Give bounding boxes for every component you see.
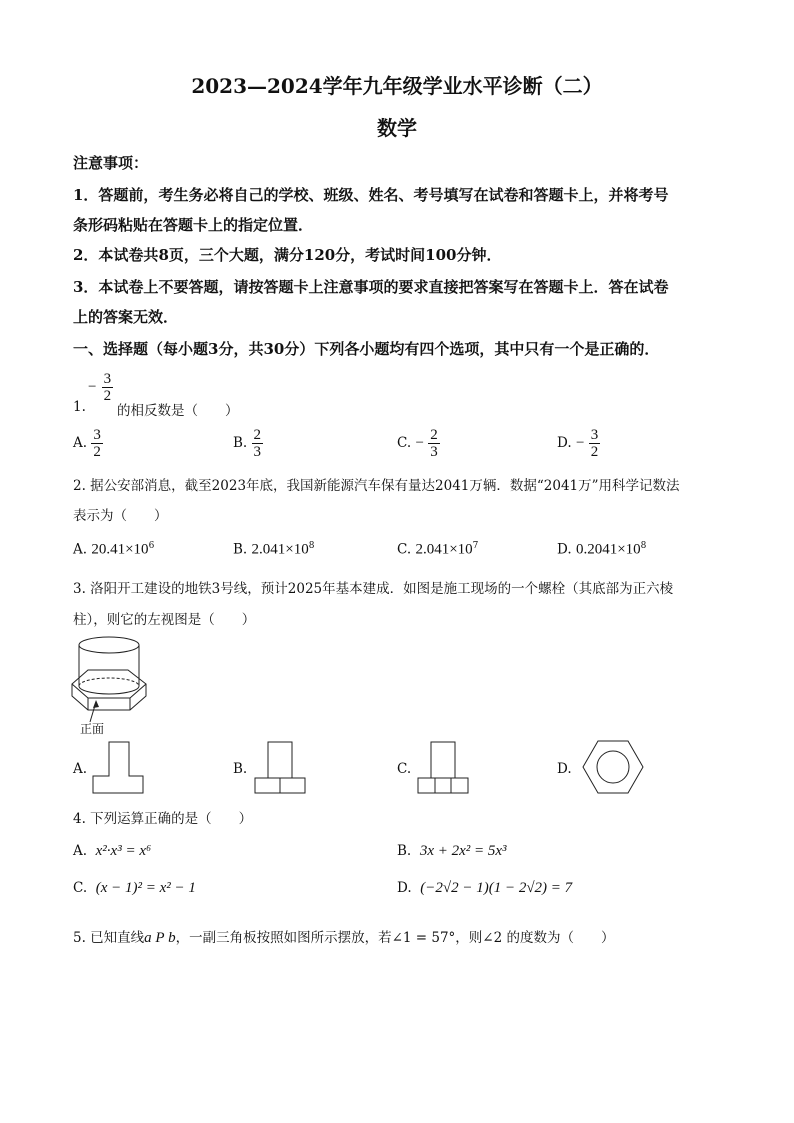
q3-option-a-label[interactable]: A. <box>73 761 88 777</box>
q1-option-a[interactable]: A. $\frac{3}{2}$ <box>73 427 101 460</box>
q2-line-2: 表示为（ ） <box>73 508 168 524</box>
front-view-label: 正面 <box>80 722 105 736</box>
q4-option-a[interactable]: A. x²·x³ = x⁶ <box>73 843 152 859</box>
note-3-line-2: 上的答案无效． <box>73 308 179 326</box>
q3-line-1: 3. 洛阳开工建设的地铁3号线，预计2025年基本建成．如图是施工现场的一个螺栓（其底部为正六棱 <box>73 581 674 597</box>
q1-option-d[interactable]: D. − $\frac{3}{2}$ <box>557 427 599 460</box>
note-3-line-1: 3．本试卷上不要答题，请按答题卡上注意事项的要求直接把答案写在答题卡上．答在试卷 <box>73 278 669 296</box>
q1-option-b[interactable]: B. $\frac{2}{3}$ <box>233 427 262 460</box>
q3-option-b-label[interactable]: B. <box>233 761 248 777</box>
notes-heading: 注意事项： <box>73 154 149 172</box>
q1-stem-fraction: − $\frac{3}{2}$ <box>88 371 112 404</box>
q2-line-1: 2. 据公安部消息，截至2023年底，我国新能源汽车保有量达2041万辆．数据“2041万”用科学记数法 <box>73 478 680 494</box>
q2-option-d[interactable]: D. $0.2041\times 10^8$ <box>557 541 647 558</box>
q1-option-c[interactable]: C. − $\frac{2}{3}$ <box>397 427 438 460</box>
q2-option-a[interactable]: A. $20.41\times 10^6$ <box>73 541 155 558</box>
q4-option-c[interactable]: C. (x − 1)² = x² − 1 <box>73 880 196 896</box>
q3-option-c-figure[interactable] <box>417 741 469 795</box>
q3-line-2: 柱），则它的左视图是（ ） <box>73 612 256 628</box>
q3-option-d-figure[interactable] <box>582 740 644 796</box>
subject-title: 数学 <box>377 116 417 140</box>
q5-stem: 5. 已知直线a P b，一副三角板按照如图所示摆放，若∠1 = 57°，则∠2 的度数为（ ） <box>73 930 615 946</box>
q3-option-b-figure[interactable] <box>254 741 306 795</box>
q3-option-a-figure[interactable] <box>92 741 144 795</box>
q4-stem: 4. 下列运算正确的是（ ） <box>73 811 253 827</box>
q1-text: 的相反数是（ ） <box>117 403 239 419</box>
q1-number: 1. <box>73 399 86 415</box>
note-2: 2．本试卷共8页，三个大题，满分120分，考试时间100分钟． <box>73 246 502 264</box>
q3-option-c-label[interactable]: C. <box>397 761 412 777</box>
q4-option-d[interactable]: D. (−2√2 − 1)(1 − 2√2) = 7 <box>397 880 573 896</box>
q2-option-c[interactable]: C. $2.041\times 10^7$ <box>397 541 479 558</box>
note-1-line-2: 条形码粘贴在答题卡上的指定位置． <box>73 216 314 234</box>
note-1-line-1: 1．答题前，考生务必将自己的学校、班级、姓名、考号填写在试卷和答题卡上，并将考号 <box>73 186 669 204</box>
q2-option-b[interactable]: B. $2.041\times 10^8$ <box>233 541 315 558</box>
q4-option-b[interactable]: B. 3x + 2x² = 5x³ <box>397 843 507 859</box>
exam-title: 2023—2024学年九年级学业水平诊断（二） <box>191 74 603 98</box>
q3-option-d-label[interactable]: D. <box>557 761 572 777</box>
section-1-heading: 一、选择题（每小题3分，共30分）下列各小题均有四个选项，其中只有一个是正确的． <box>73 340 660 358</box>
